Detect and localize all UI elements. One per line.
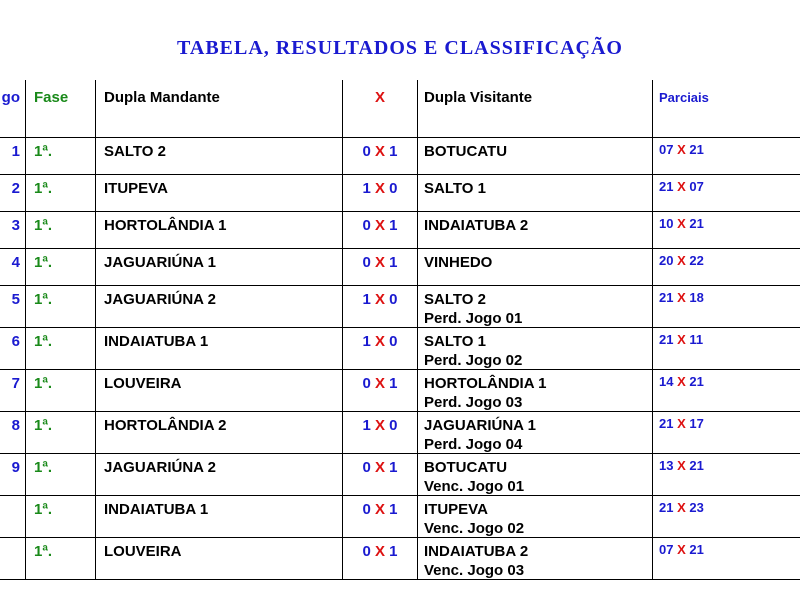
column-divider — [417, 412, 418, 454]
score-separator: X — [370, 254, 390, 271]
cell-fase: 1ª. — [34, 417, 53, 434]
column-divider — [95, 175, 96, 212]
parcial-home: 21 — [659, 500, 674, 515]
parcial-home: 07 — [659, 542, 674, 557]
parcial-home: 20 — [659, 253, 674, 268]
column-divider — [652, 286, 653, 328]
header-parciais: Parciais — [659, 90, 709, 105]
cell-fase: 1ª. — [34, 180, 53, 197]
cell-fase: 1ª. — [34, 459, 53, 476]
page-title: TABELA, RESULTADOS E CLASSIFICAÇÃO — [177, 37, 623, 59]
header-x: X — [374, 89, 385, 106]
column-divider — [25, 138, 26, 175]
score-away: 0 — [389, 417, 398, 434]
cell-mandante: SALTO 2 — [104, 143, 166, 160]
column-divider — [652, 138, 653, 175]
column-divider — [25, 249, 26, 286]
column-divider — [25, 370, 26, 412]
visitante-name: INDAIATUBA 2 — [424, 543, 529, 560]
parcial-separator: X — [673, 142, 690, 157]
cell-score — [344, 416, 416, 435]
parcial-away: 18 — [689, 290, 704, 305]
column-divider — [652, 212, 653, 249]
column-divider — [417, 496, 418, 538]
cell-parciais — [659, 177, 704, 196]
column-divider — [95, 496, 96, 538]
parcial-separator: X — [673, 500, 690, 515]
cell-visitante — [424, 253, 492, 272]
header-row — [0, 80, 800, 138]
score-home: 1 — [362, 180, 371, 197]
column-divider — [652, 175, 653, 212]
cell-parciais — [659, 140, 704, 159]
column-divider — [652, 538, 653, 580]
table-row — [0, 412, 800, 454]
column-divider — [417, 286, 418, 328]
column-divider — [417, 80, 418, 138]
parcial-home: 14 — [659, 374, 674, 389]
parcial-away: 21 — [689, 542, 704, 557]
visitante-note: Perd. Jogo 02 — [424, 352, 523, 369]
cell-jogo: 8 — [11, 417, 20, 434]
cell-parciais — [659, 288, 704, 307]
column-divider — [342, 138, 343, 175]
column-divider — [342, 370, 343, 412]
parcial-separator: X — [673, 458, 690, 473]
column-divider — [342, 249, 343, 286]
cell-jogo: 9 — [11, 459, 20, 476]
column-divider — [342, 538, 343, 580]
visitante-name: BOTUCATU — [424, 459, 508, 476]
score-separator: X — [370, 333, 390, 350]
score-separator: X — [370, 291, 390, 308]
cell-parciais — [659, 414, 704, 433]
cell-score — [344, 142, 416, 161]
cell-mandante: INDAIATUBA 1 — [104, 333, 209, 350]
column-divider — [95, 286, 96, 328]
cell-score — [344, 332, 416, 351]
parcial-away: 22 — [689, 253, 704, 268]
cell-fase: 1ª. — [34, 501, 53, 518]
table-row — [0, 538, 800, 580]
column-divider — [95, 412, 96, 454]
parcial-away: 07 — [689, 179, 704, 194]
table-row — [0, 370, 800, 412]
score-separator: X — [370, 180, 390, 197]
parcial-home: 10 — [659, 216, 674, 231]
parcial-away: 21 — [689, 142, 704, 157]
column-divider — [342, 212, 343, 249]
cell-visitante — [424, 290, 522, 328]
cell-jogo: 1 — [11, 143, 20, 160]
score-separator: X — [370, 459, 390, 476]
score-away: 1 — [389, 217, 398, 234]
score-away: 1 — [389, 501, 398, 518]
cell-fase: 1ª. — [34, 333, 53, 350]
column-divider — [417, 328, 418, 370]
cell-mandante: INDAIATUBA 1 — [104, 501, 209, 518]
cell-score — [344, 216, 416, 235]
cell-parciais — [659, 330, 703, 349]
cell-visitante — [424, 179, 486, 198]
cell-mandante: HORTOLÂNDIA 1 — [104, 217, 227, 234]
header-visitante: Dupla Visitante — [424, 89, 533, 106]
cell-jogo: 3 — [11, 217, 20, 234]
table-row — [0, 496, 800, 538]
cell-jogo: 4 — [11, 254, 20, 271]
column-divider — [652, 496, 653, 538]
visitante-name: VINHEDO — [424, 254, 493, 271]
score-separator: X — [370, 143, 390, 160]
table-row — [0, 328, 800, 370]
visitante-name: BOTUCATU — [424, 143, 508, 160]
cell-mandante: ITUPEVA — [104, 180, 168, 197]
cell-parciais — [659, 372, 704, 391]
parcial-home: 21 — [659, 416, 674, 431]
column-divider — [95, 454, 96, 496]
cell-mandante: LOUVEIRA — [104, 543, 182, 560]
cell-jogo: 7 — [11, 375, 20, 392]
score-separator: X — [370, 543, 390, 560]
score-home: 1 — [362, 333, 371, 350]
cell-score — [344, 179, 416, 198]
column-divider — [25, 212, 26, 249]
column-divider — [652, 328, 653, 370]
table-row — [0, 454, 800, 496]
column-divider — [95, 138, 96, 175]
parcial-separator: X — [673, 374, 690, 389]
cell-score — [344, 374, 416, 393]
table-row — [0, 212, 800, 249]
cell-visitante — [424, 542, 528, 580]
parcial-separator: X — [673, 216, 690, 231]
header-mandante: Dupla Mandante — [104, 89, 220, 106]
parcial-away: 23 — [689, 500, 704, 515]
column-divider — [652, 249, 653, 286]
cell-visitante — [424, 216, 528, 235]
visitante-note: Perd. Jogo 04 — [424, 436, 523, 453]
visitante-note: Perd. Jogo 03 — [424, 394, 523, 411]
score-home: 0 — [362, 217, 371, 234]
score-home: 1 — [362, 291, 371, 308]
column-divider — [417, 249, 418, 286]
cell-parciais — [659, 214, 704, 233]
score-home: 0 — [362, 459, 371, 476]
table-row — [0, 138, 800, 175]
parcial-separator: X — [673, 253, 690, 268]
parcial-away: 21 — [689, 458, 704, 473]
cell-jogo: 2 — [11, 180, 20, 197]
cell-mandante: LOUVEIRA — [104, 375, 182, 392]
parcial-away: 21 — [689, 216, 704, 231]
column-divider — [342, 80, 343, 138]
score-home: 0 — [362, 543, 371, 560]
cell-score — [344, 458, 416, 477]
table-row — [0, 286, 800, 328]
column-divider — [342, 175, 343, 212]
column-divider — [25, 412, 26, 454]
score-home: 0 — [362, 501, 371, 518]
cell-jogo: 5 — [11, 291, 20, 308]
visitante-note: Perd. Jogo 01 — [424, 310, 523, 327]
parcial-away: 17 — [689, 416, 704, 431]
visitante-name: HORTOLÂNDIA 1 — [424, 375, 547, 392]
column-divider — [95, 80, 96, 138]
column-divider — [25, 496, 26, 538]
header-jogo: go — [1, 89, 20, 106]
cell-mandante: JAGUARIÚNA 2 — [104, 459, 216, 476]
parcial-home: 21 — [659, 179, 674, 194]
parcial-separator: X — [673, 179, 690, 194]
cell-parciais — [659, 251, 704, 270]
cell-score — [344, 290, 416, 309]
score-away: 1 — [389, 459, 398, 476]
parcial-separator: X — [673, 542, 690, 557]
cell-mandante: JAGUARIÚNA 2 — [104, 291, 216, 308]
cell-score — [344, 500, 416, 519]
cell-fase: 1ª. — [34, 143, 53, 160]
parcial-away: 11 — [689, 332, 704, 347]
column-divider — [95, 370, 96, 412]
column-divider — [95, 249, 96, 286]
cell-visitante — [424, 332, 522, 370]
parcial-home: 21 — [659, 332, 674, 347]
column-divider — [25, 175, 26, 212]
score-separator: X — [370, 417, 390, 434]
header-fase: Fase — [34, 89, 69, 106]
cell-visitante — [424, 416, 536, 454]
score-away: 1 — [389, 375, 398, 392]
cell-mandante: JAGUARIÚNA 1 — [104, 254, 216, 271]
score-separator: X — [370, 217, 390, 234]
cell-visitante — [424, 142, 507, 161]
visitante-name: INDAIATUBA 2 — [424, 217, 529, 234]
parcial-home: 07 — [659, 142, 674, 157]
cell-score — [344, 542, 416, 561]
score-away: 0 — [389, 333, 398, 350]
cell-parciais — [659, 456, 704, 475]
visitante-note: Venc. Jogo 03 — [424, 562, 525, 579]
visitante-name: JAGUARIÚNA 1 — [424, 417, 536, 434]
parcial-separator: X — [673, 416, 690, 431]
table-row — [0, 175, 800, 212]
cell-fase: 1ª. — [34, 254, 53, 271]
score-home: 0 — [362, 375, 371, 392]
visitante-note: Venc. Jogo 01 — [424, 478, 525, 495]
cell-parciais — [659, 498, 704, 517]
column-divider — [25, 80, 26, 138]
cell-visitante — [424, 458, 524, 496]
column-divider — [95, 212, 96, 249]
visitante-name: ITUPEVA — [424, 501, 488, 518]
score-away: 0 — [389, 291, 398, 308]
cell-fase: 1ª. — [34, 291, 53, 308]
cell-fase: 1ª. — [34, 543, 53, 560]
parcial-separator: X — [673, 332, 690, 347]
column-divider — [417, 175, 418, 212]
score-home: 0 — [362, 143, 371, 160]
visitante-note: Venc. Jogo 02 — [424, 520, 525, 537]
cell-fase: 1ª. — [34, 217, 53, 234]
parcial-home: 13 — [659, 458, 674, 473]
column-divider — [25, 286, 26, 328]
column-divider — [25, 328, 26, 370]
column-divider — [417, 138, 418, 175]
score-separator: X — [370, 501, 390, 518]
visitante-name: SALTO 2 — [424, 291, 486, 308]
visitante-name: SALTO 1 — [424, 180, 486, 197]
column-divider — [342, 496, 343, 538]
column-divider — [652, 370, 653, 412]
column-divider — [417, 538, 418, 580]
column-divider — [652, 454, 653, 496]
score-home: 1 — [362, 417, 371, 434]
row-divider — [0, 579, 800, 580]
cell-parciais — [659, 540, 704, 559]
parcial-away: 21 — [689, 374, 704, 389]
cell-score — [344, 253, 416, 272]
score-away: 1 — [389, 254, 398, 271]
cell-visitante — [424, 374, 547, 412]
parcial-separator: X — [673, 290, 690, 305]
column-divider — [95, 538, 96, 580]
cell-jogo: 6 — [11, 333, 20, 350]
score-away: 1 — [389, 543, 398, 560]
column-divider — [95, 328, 96, 370]
visitante-name: SALTO 1 — [424, 333, 486, 350]
table-row — [0, 249, 800, 286]
score-separator: X — [370, 375, 390, 392]
score-away: 1 — [389, 143, 398, 160]
cell-fase: 1ª. — [34, 375, 53, 392]
column-divider — [25, 454, 26, 496]
column-divider — [652, 80, 653, 138]
column-divider — [417, 370, 418, 412]
column-divider — [652, 412, 653, 454]
column-divider — [417, 212, 418, 249]
cell-visitante — [424, 500, 524, 538]
results-table — [0, 80, 800, 580]
cell-mandante: HORTOLÂNDIA 2 — [104, 417, 227, 434]
parcial-home: 21 — [659, 290, 674, 305]
column-divider — [342, 412, 343, 454]
column-divider — [342, 328, 343, 370]
score-away: 0 — [389, 180, 398, 197]
column-divider — [342, 454, 343, 496]
column-divider — [417, 454, 418, 496]
score-home: 0 — [362, 254, 371, 271]
column-divider — [342, 286, 343, 328]
column-divider — [25, 538, 26, 580]
